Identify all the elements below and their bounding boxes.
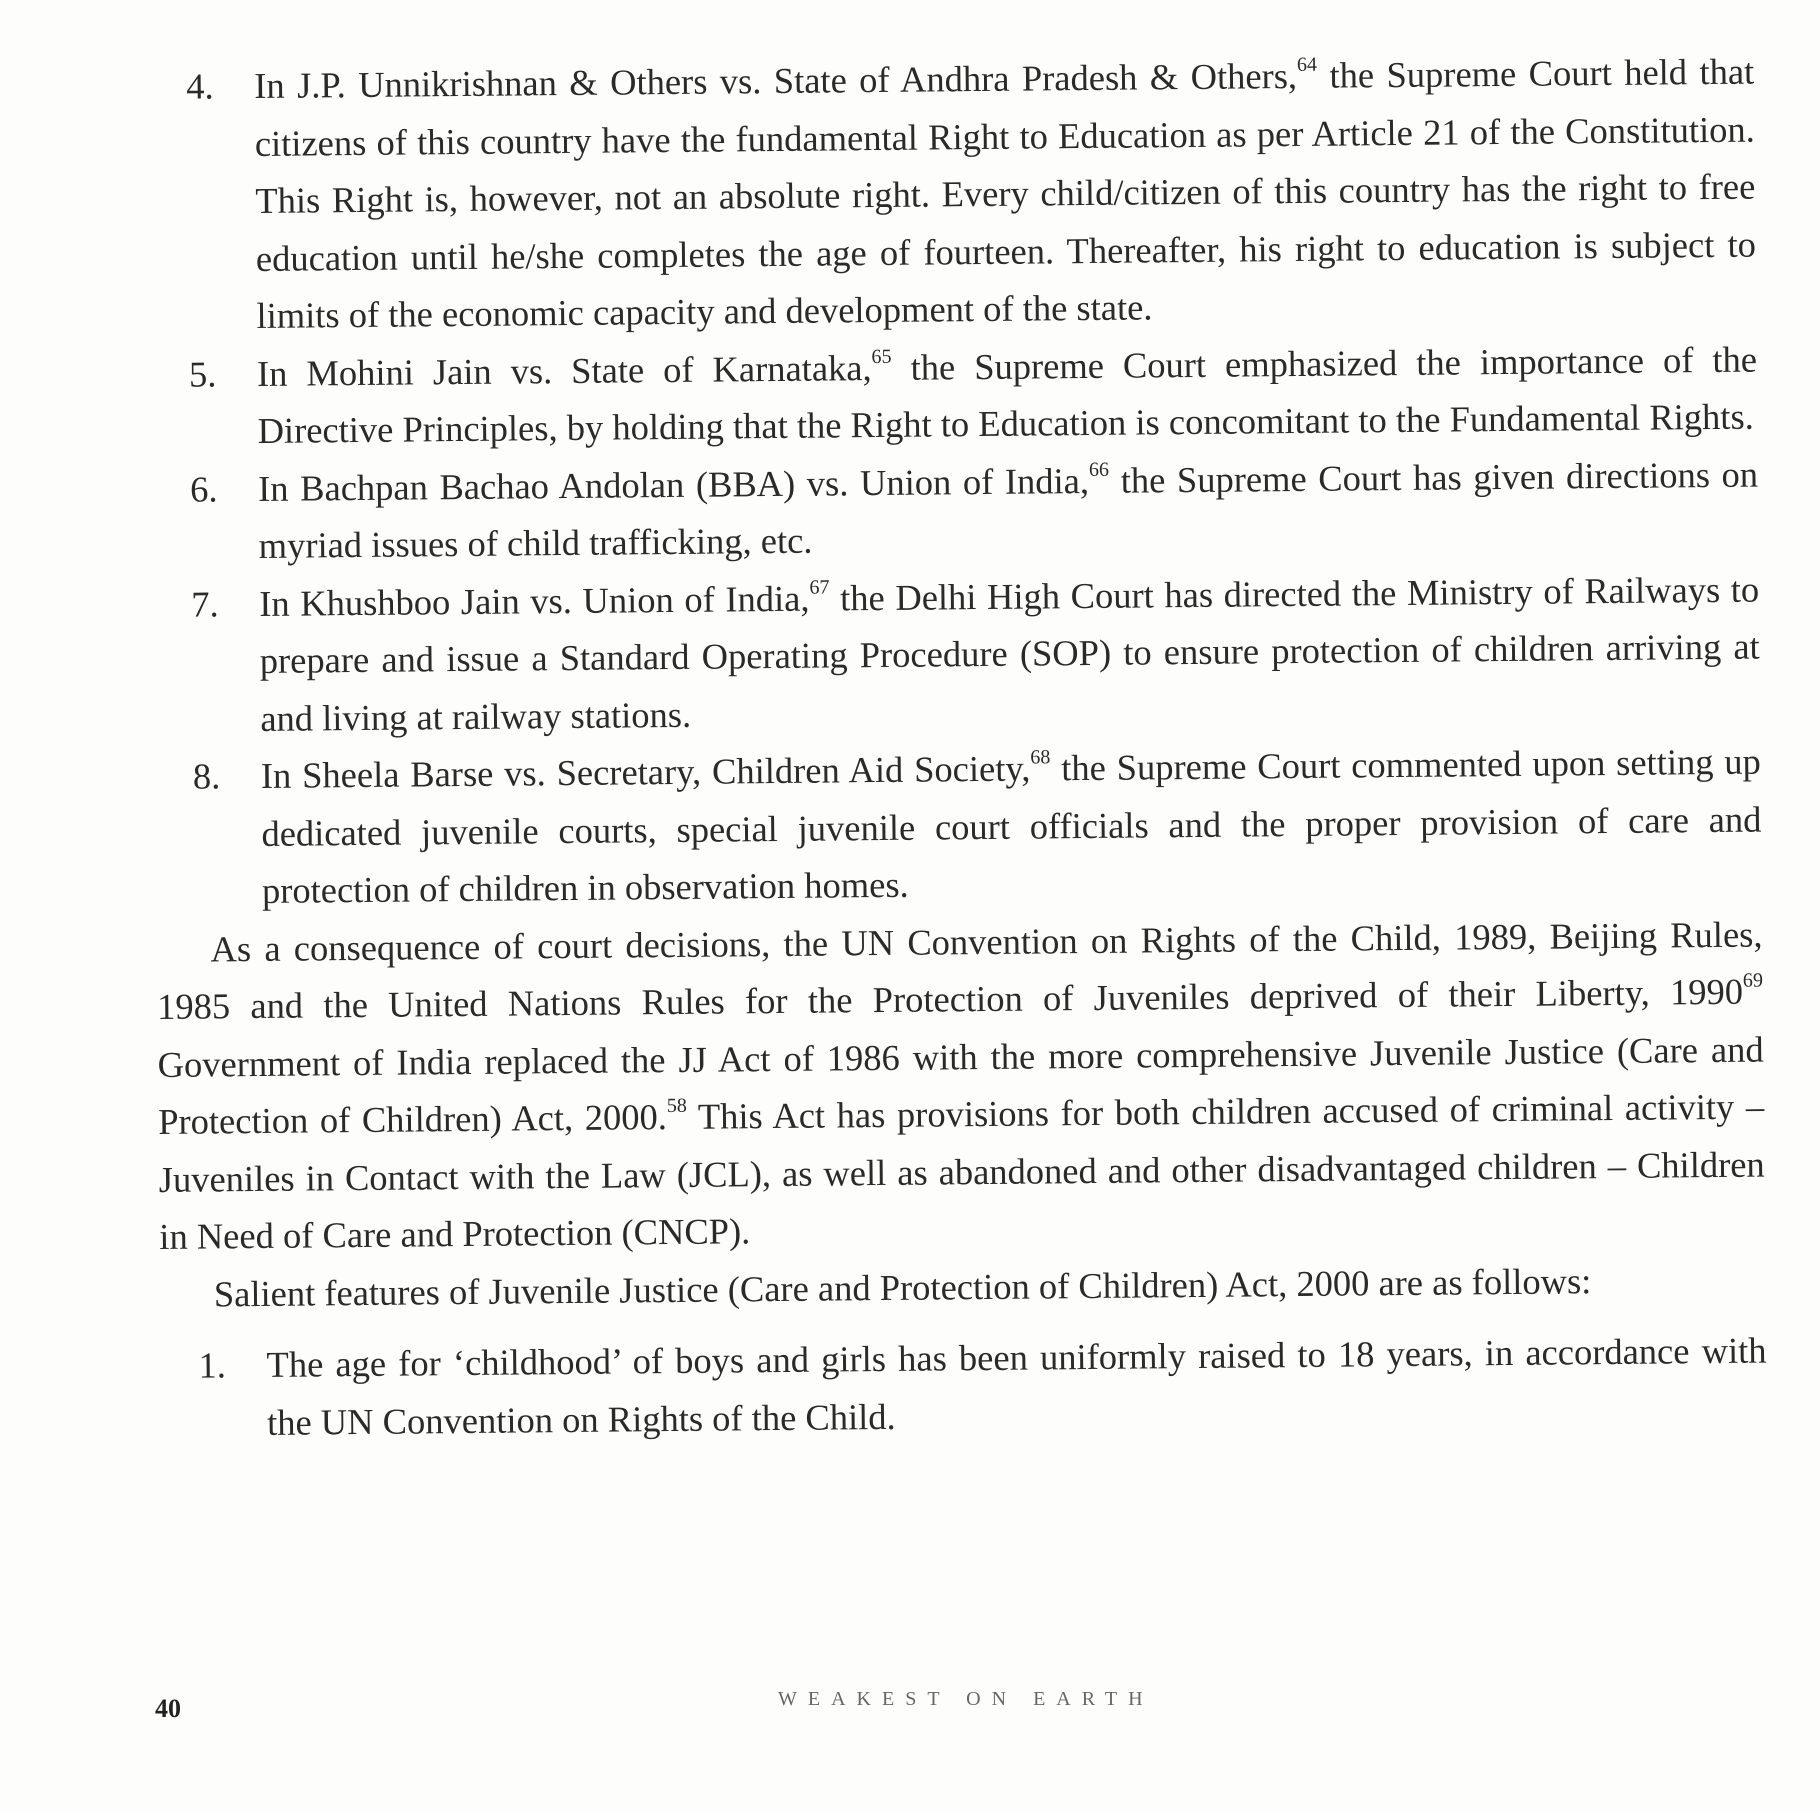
list-number: 8. xyxy=(192,755,221,797)
footnote-ref: 64 xyxy=(1296,53,1318,76)
paragraph-salient-features: Salient features of Juvenile Justice (Care and Protection of Children) Act, 2000 are as follows: xyxy=(213,1259,1592,1314)
list-text: In Khushboo Jain vs. Union of India, xyxy=(259,577,810,624)
list-item xyxy=(153,560,1761,748)
list-text-cont: the Supreme Court held that citizens of this country have the fundamental Right to Education as per Article 21 of the Constitution. This Right is, however, not an absolute right. Every child/citizen of this country has the right to free education until he/she completes the age of fourteen. Thereafter, his right to education is subject to limits of the economic capacity and development of the state. xyxy=(254,50,1757,336)
list-item xyxy=(152,445,1759,575)
footnote-ref: 67 xyxy=(809,575,830,599)
list-number: 4. xyxy=(186,65,214,107)
paragraph-text-cont: Government of India replaced the JJ Act of 1986 with the more comprehensive Juvenile Justice (Care and Protection of Children) Act, 2000. xyxy=(157,1028,1764,1142)
list-number: 5. xyxy=(188,352,217,395)
list-text: The age for ‘childhood’ of boys and girls has been uniformly raised to 18 years, in accordance with the UN Convention on Rights of the Child. xyxy=(266,1329,1767,1443)
list-text-cont: the Supreme Court emphasized the importance of the Directive Principles, by holding that the Right to Education is concomitant to the Fundamental Rights. xyxy=(257,338,1758,451)
footnote-ref: 66 xyxy=(1088,458,1110,481)
list-number: 7. xyxy=(191,582,219,625)
list-text: In Mohini Jain vs. State of Karnataka, xyxy=(256,346,872,394)
list-text-cont: the Supreme Court has given directions on myriad issues of child trafficking, etc. xyxy=(258,453,1759,566)
footnote-ref: 69 xyxy=(1742,969,1764,992)
list-number: 1. xyxy=(198,1344,227,1386)
list-number: 6. xyxy=(189,467,218,510)
features-list xyxy=(160,1322,1767,1452)
list-item xyxy=(160,1322,1767,1452)
list-item xyxy=(148,43,1757,346)
list-text: In J.P. Unnikrishnan & Others vs. State of Andhra Pradesh & Others, xyxy=(254,54,1298,106)
body-text xyxy=(148,43,1767,1452)
list-text-cont: the Supreme Court commented upon setting up dedicated juvenile courts, special juvenile court officials and the proper provision of care and protection of children in observation homes. xyxy=(261,740,1762,911)
footnote-ref: 65 xyxy=(871,345,892,368)
page-number: 40 xyxy=(155,1694,181,1723)
list-item xyxy=(155,733,1763,921)
list-text-cont: the Delhi High Court has directed the Ministry of Railways to prepare and issue a Standard Operating Procedure (SOP) to ensure protection of children arriving at and living at railway stations. xyxy=(259,568,1760,739)
running-footer-title: WEAKEST ON EARTH xyxy=(778,1688,1154,1710)
list-text: In Sheela Barse vs. Secretary, Children Aid Society, xyxy=(260,747,1031,796)
paragraph-consequence xyxy=(156,905,1765,1265)
list-text: In Bachpan Bachao Andolan (BBA) vs. Union of India, xyxy=(257,459,1090,509)
list-item xyxy=(151,330,1758,460)
case-list xyxy=(148,43,1762,921)
paragraph-text: As a consequence of court decisions, the UN Convention on Rights of the Child, 1989, Beijing Rules, 1985 and the United Nations Rules for the Protection of Juveniles deprived of their Liberty, 1990 xyxy=(156,913,1763,1027)
footnote-ref: 68 xyxy=(1030,746,1051,769)
footnote-ref: 58 xyxy=(666,1094,687,1118)
paragraph-text-end: This Act has provisions for both children accused of criminal activity – Juveniles in Contact with the Law (JCL), as well as abandoned and other disadvantaged children – Children in Need of Care and Protection (CNCP). xyxy=(158,1085,1765,1257)
